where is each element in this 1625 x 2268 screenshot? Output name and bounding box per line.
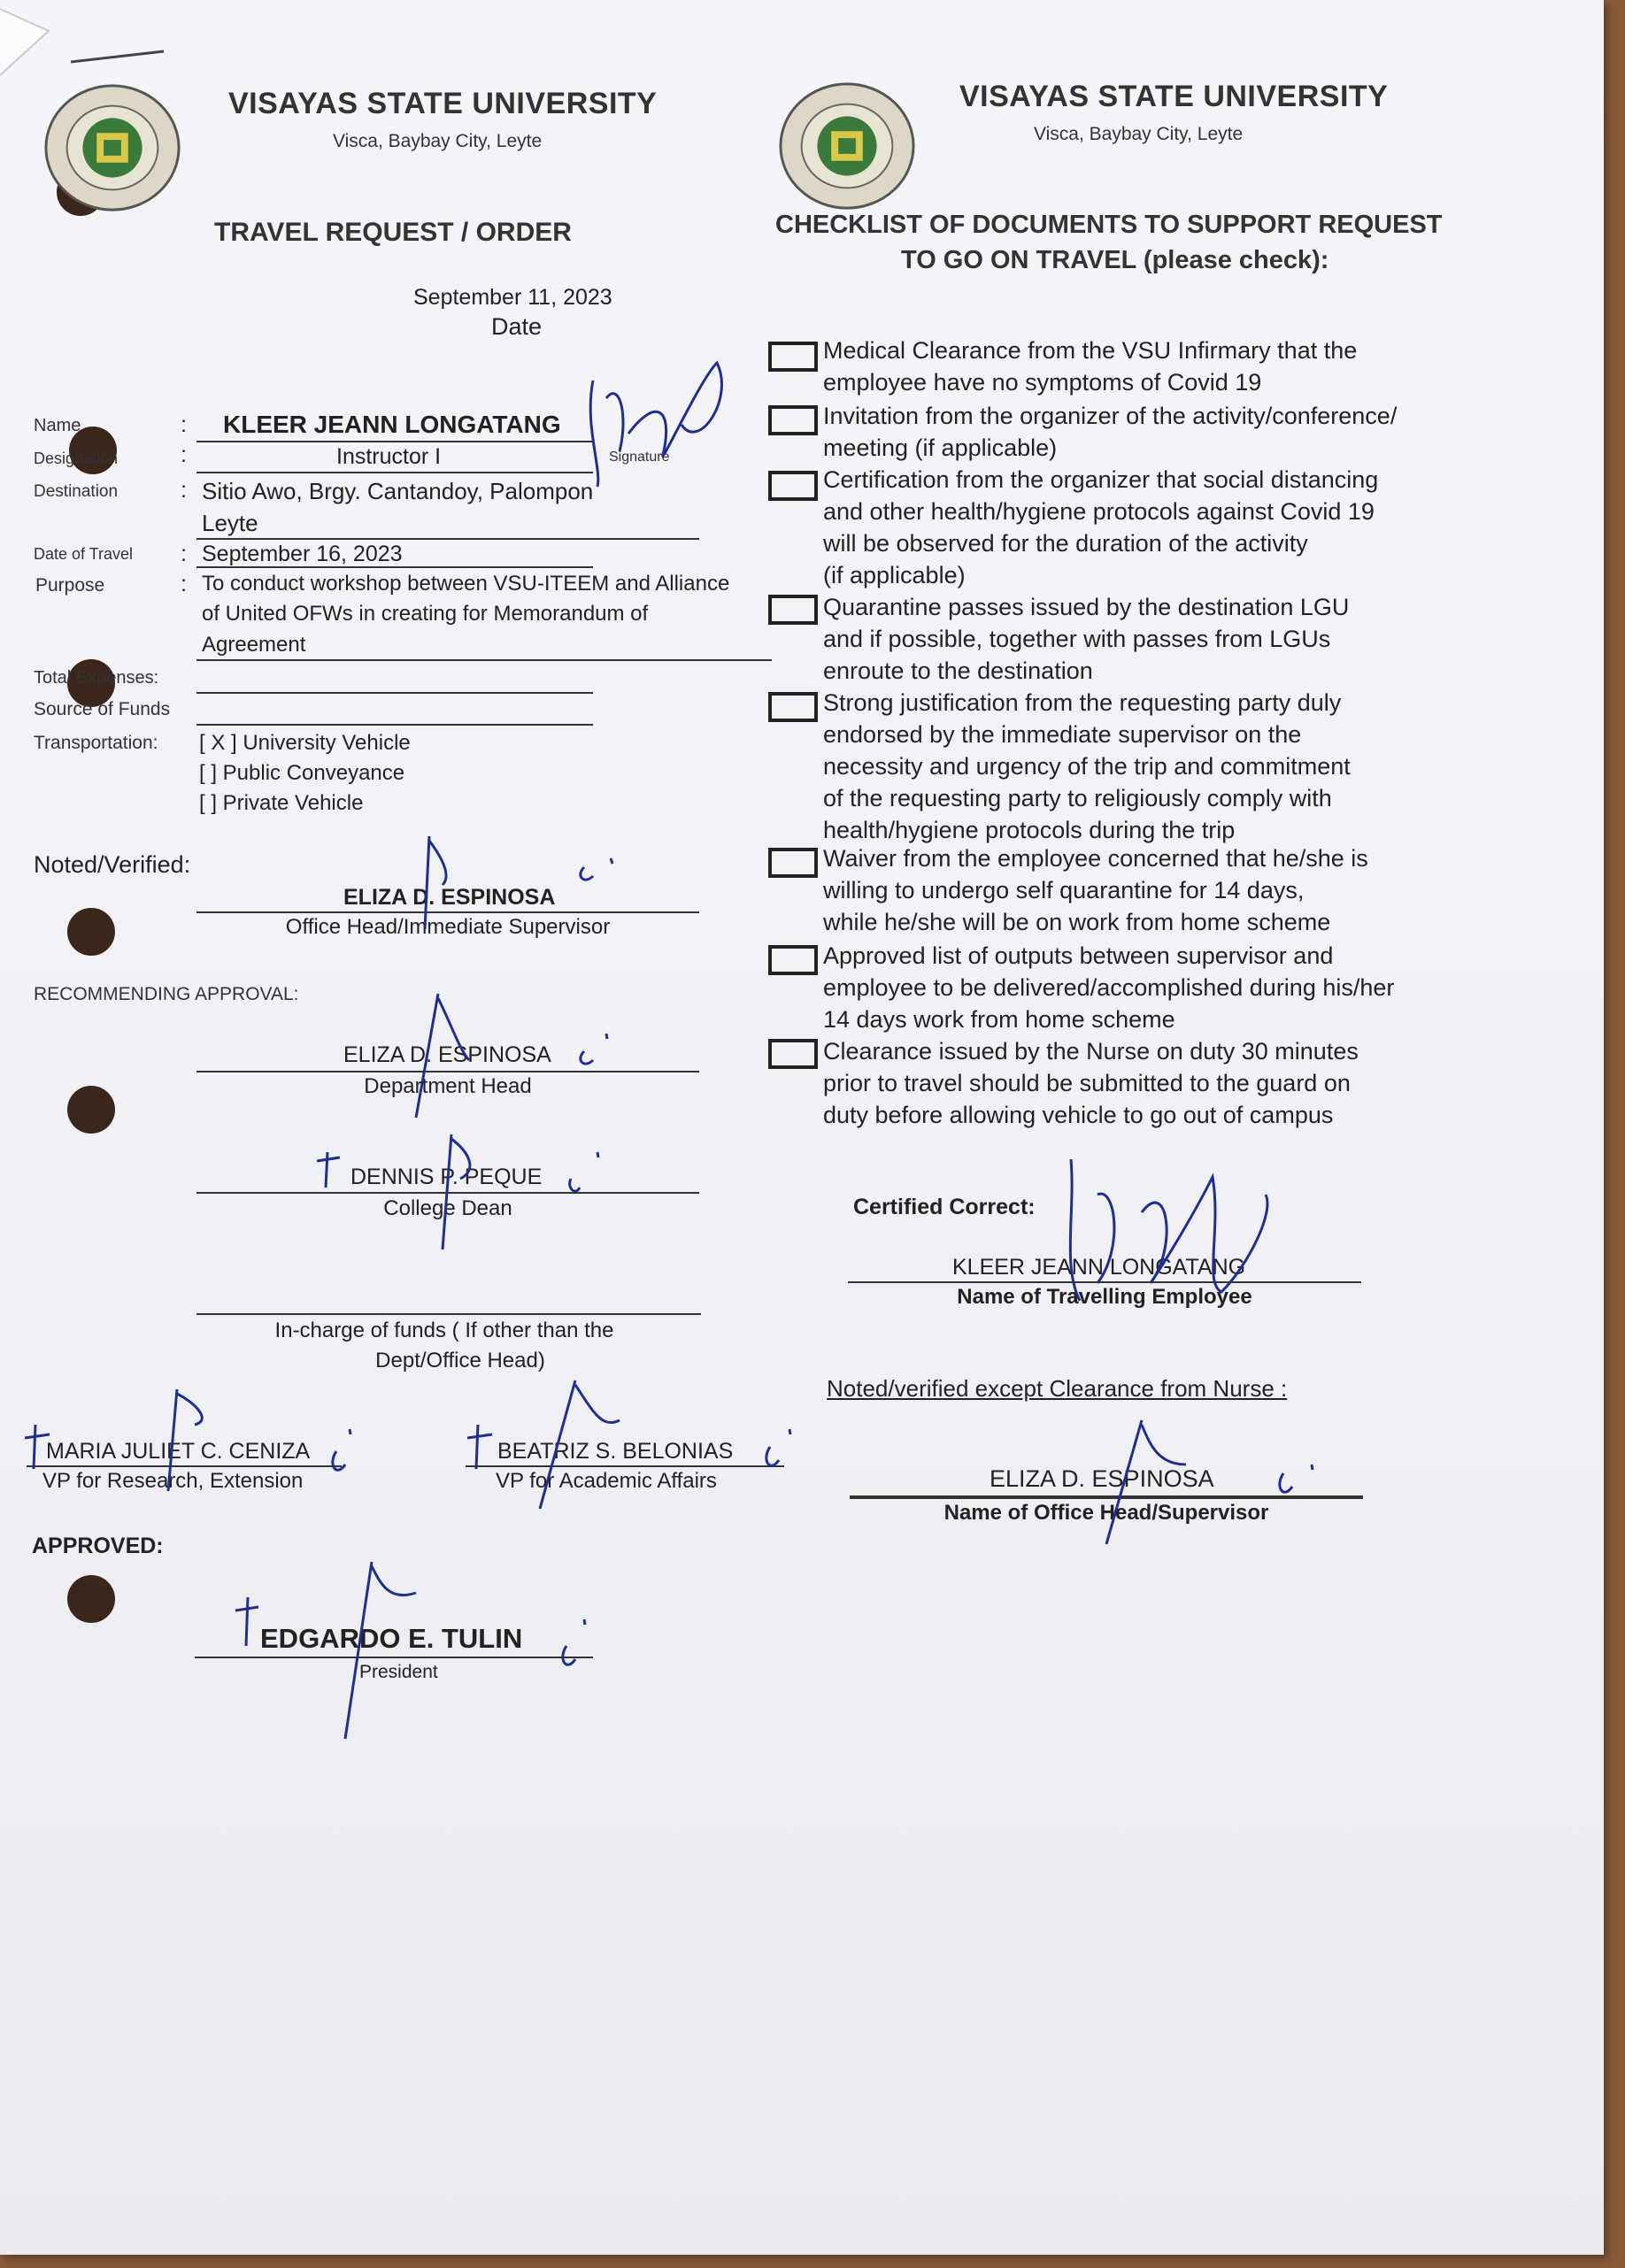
checklist-checkbox[interactable] [768,471,818,501]
noted-verified-label: Noted/Verified: [34,851,191,878]
certified-correct-label: Certified Correct: [853,1195,1036,1219]
colon: : [181,442,187,467]
designation-label: Designation [34,450,119,467]
signatory-name: MARIA JULIET C. CENIZA [46,1439,311,1464]
signatory-role: President [359,1662,438,1682]
university-address: Visca, Baybay City, Leyte [1034,124,1244,144]
purpose-value-3: Agreement [202,633,306,657]
checklist-title: CHECKLIST OF DOCUMENTS TO SUPPORT REQUEST [775,211,1443,239]
transport-option: [ X ] University Vehicle [199,731,411,755]
colon: : [181,412,187,437]
traveler-role: Name of Travelling Employee [957,1285,1252,1309]
checklist-checkbox[interactable] [768,405,818,435]
name-label: Name [34,416,81,435]
signatory-role: College Dean [383,1196,512,1220]
colon: : [181,478,187,503]
checklist-item: Waiver from the employee concerned that he/she is willing to undergo self quarantine for 14 days, while he/she will be on work from home scheme [823,845,1368,935]
punch-hole [67,908,115,956]
checklist-item: Strong justification from the requesting party duly endorsed by the immediate supervisor on the necessity and urgency of the trip and commitment of the requesting party to religiously comply with health/hygiene protocols during the trip [823,689,1351,843]
supervisor-name: ELIZA D. ESPINOSA [990,1465,1214,1492]
employee-name: KLEER JEANN LONGATANG [223,411,561,438]
date-of-travel-value: September 16, 2023 [202,542,403,566]
total-expenses-label: Total Expenses: [34,668,159,688]
checklist-checkbox[interactable] [768,342,818,372]
traveler-name: KLEER JEANN LONGATANG [952,1255,1246,1280]
purpose-value: To conduct workshop between VSU-ITEEM and Alliance [202,572,730,596]
signatory-name: BEATRIZ S. BELONIAS [497,1439,734,1464]
checklist-item: Invitation from the organizer of the activity/conference/ meeting (if applicable) [823,403,1398,461]
checklist-checkbox[interactable] [768,692,818,722]
designation-value: Instructor I [336,444,442,469]
university-seal-icon [42,81,182,214]
recommending-approval-label: RECOMMENDING APPROVAL: [34,984,299,1004]
transport-option: [ ] Private Vehicle [199,791,364,815]
signatory-name: DENNIS P. PEQUE [350,1165,543,1189]
university-seal-icon [777,80,917,212]
signatory-role: Department Head [364,1074,532,1098]
transportation-label: Transportation: [34,733,158,753]
destination-value: Sitio Awo, Brgy. Cantandoy, Palompon [202,478,594,504]
approved-label: APPROVED: [32,1534,164,1558]
request-date: September 11, 2023 [413,285,612,310]
checklist-checkbox[interactable] [768,595,818,625]
source-of-funds-label: Source of Funds [34,699,171,719]
signatory-role: Office Head/Immediate Supervisor [285,915,611,939]
date-label: Date [491,313,543,340]
page-title: TRAVEL REQUEST / ORDER [214,218,572,247]
transport-option: [ ] Public Conveyance [199,761,405,785]
signatory-role-2: Dept/Office Head) [375,1349,545,1372]
checklist-item: Medical Clearance from the VSU Infirmary that the employee have no symptoms of Covid 19 [823,337,1358,396]
signatory-role: VP for Academic Affairs [496,1469,717,1493]
signatory-role: In-charge of funds ( If other than the [274,1319,614,1342]
university-name: VISAYAS STATE UNIVERSITY [959,80,1389,113]
date-of-travel-label: Date of Travel [34,545,134,563]
punch-hole [67,1086,115,1134]
president-name: EDGARDO E. TULIN [260,1623,523,1654]
noted-except-label: Noted/verified except Clearance from Nurse : [827,1375,1288,1402]
university-address: Visca, Baybay City, Leyte [333,131,543,151]
signatory-name: ELIZA D. ESPINOSA [343,1042,551,1067]
checklist-checkbox[interactable] [768,1039,818,1069]
supervisor-role: Name of Office Head/Supervisor [943,1501,1269,1525]
purpose-label: Purpose [35,575,105,596]
destination-label: Destination [34,482,119,501]
colon: : [181,572,187,596]
checklist-item: Clearance issued by the Nurse on duty 30 minutes prior to travel should be submitted to the guard on duty before allowing vehicle to go out of campus [823,1038,1359,1128]
checklist-checkbox[interactable] [768,848,818,878]
university-name: VISAYAS STATE UNIVERSITY [228,87,658,120]
punch-hole [67,1575,115,1623]
destination-value-2: Leyte [202,510,258,536]
signatory-name: ELIZA D. ESPINOSA [343,885,556,910]
checklist-title-2: TO GO ON TRAVEL (please check): [901,246,1329,274]
checklist-item: Approved list of outputs between supervisor and employee to be delivered/accomplished during his/her 14 days work from home scheme [823,942,1395,1033]
signature-label: Signature [609,450,670,465]
colon: : [181,542,187,566]
checklist-item: Certification from the organizer that social distancing and other health/hygiene protocols against Covid 19 will be observed for the duration of the activity (if applicable) [823,466,1379,588]
signatory-role: VP for Research, Extension [42,1469,304,1493]
purpose-value-2: of United OFWs in creating for Memorandum of [202,602,649,626]
checklist-checkbox[interactable] [768,945,818,975]
checklist-item: Quarantine passes issued by the destination LGU and if possible, together with passes from LGUs enroute to the destination [823,594,1350,684]
